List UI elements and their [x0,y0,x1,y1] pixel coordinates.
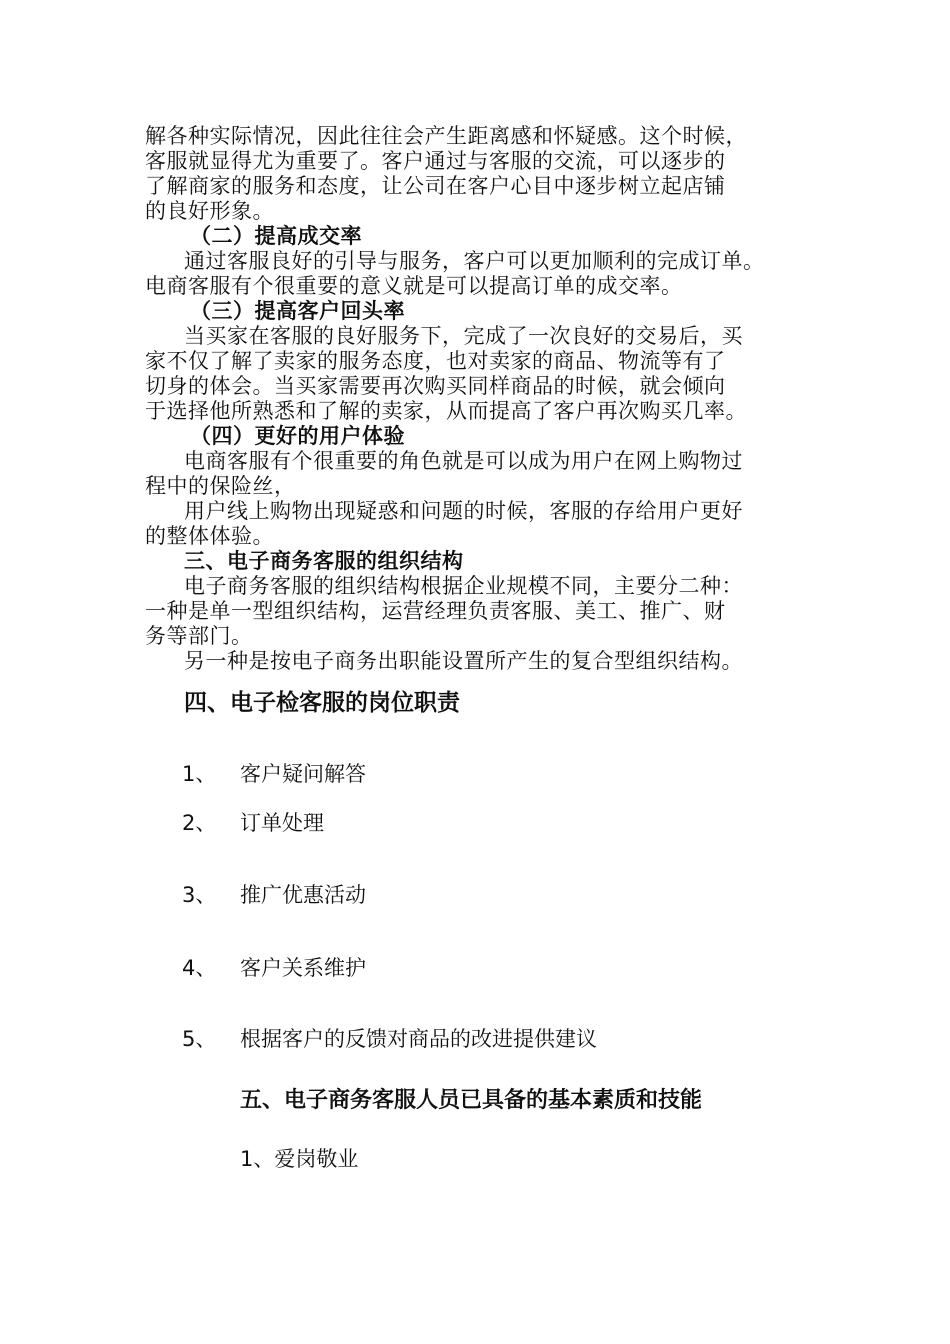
list-item [182,952,366,982]
paragraph-line: 切身的体会。当买家需要再次购买同样商品的时候，就会倾向 [145,374,726,398]
list-number: 1、 [182,762,217,786]
paragraph-line: 通过客服良好的引导与服务，客户可以更加顺利的完成订单。 [184,249,765,273]
paragraph-line: 客服就显得尤为重要了。客户通过与客服的交流，可以逐步的 [145,149,726,173]
list-text: 根据客户的反馈对商品的改进提供建议 [240,1027,597,1051]
list-number: 5、 [182,1027,217,1051]
paragraph-line: 另一种是按电子商务出职能设置所产生的复合型组织结构。 [184,649,743,673]
section-5-subitem: 1、爱岗敬业 [240,1147,359,1171]
paragraph-line: 电商客服有个很重要的意义就是可以提高订单的成交率。 [145,274,683,298]
paragraph-line: 于选择他所熟悉和了解的卖家，从而提高了客户再次购买几率。 [145,399,747,423]
paragraph-line: 程中的保险丝， [145,474,296,498]
paragraph-line: 家不仅了解了卖家的服务态度，也对卖家的商品、物流等有了 [145,349,726,373]
paragraph-line: 务等部门。 [145,624,253,648]
paragraph-line: 一种是单一型组织结构，运营经理负责客服、美工、推广、财 [145,599,726,623]
paragraph-line: 了解商家的服务和态度，让公司在客户心目中逐步树立起店铺 [145,174,726,198]
paragraph-line: 电商客服有个很重要的角色就是可以成为用户在网上购物过 [184,449,743,473]
subheading-4: （四）更好的用户体验 [190,423,405,448]
subheading-3: （三）提高客户回头率 [190,298,405,323]
list-item [182,1023,597,1053]
paragraph-line: 解各种实际情况，因此往往会产生距离感和怀疑感。这个时候， [145,124,747,148]
list-item [182,758,366,788]
list-number: 2、 [182,811,217,835]
subheading-2: （二）提高成交率 [190,223,362,248]
list-item [182,807,324,837]
list-text: 订单处理 [240,811,324,835]
paragraph-line: 的整体体验。 [145,524,274,548]
section-5-heading: 五、电子商务客服人员已具备的基本素质和技能 [240,1088,703,1113]
list-number: 3、 [182,883,217,907]
paragraph-line: 电子商务客服的组织结构根据企业规模不同，主要分二种： [184,574,743,598]
paragraph-line: 的良好形象。 [145,199,274,223]
list-item [182,879,366,909]
section-3-heading: 三、电子商务客服的组织结构 [184,548,464,573]
list-text: 客户关系维护 [240,956,366,980]
list-text: 推广优惠活动 [240,883,366,907]
paragraph-line: 用户线上购物出现疑惑和问题的时候，客服的存给用户更好 [184,499,743,523]
section-4-heading: 四、电子检客服的岗位职责 [184,690,460,716]
list-text: 客户疑问解答 [240,762,366,786]
list-number: 4、 [182,956,217,980]
paragraph-line: 当买家在客服的良好服务下，完成了一次良好的交易后，买 [184,324,743,348]
